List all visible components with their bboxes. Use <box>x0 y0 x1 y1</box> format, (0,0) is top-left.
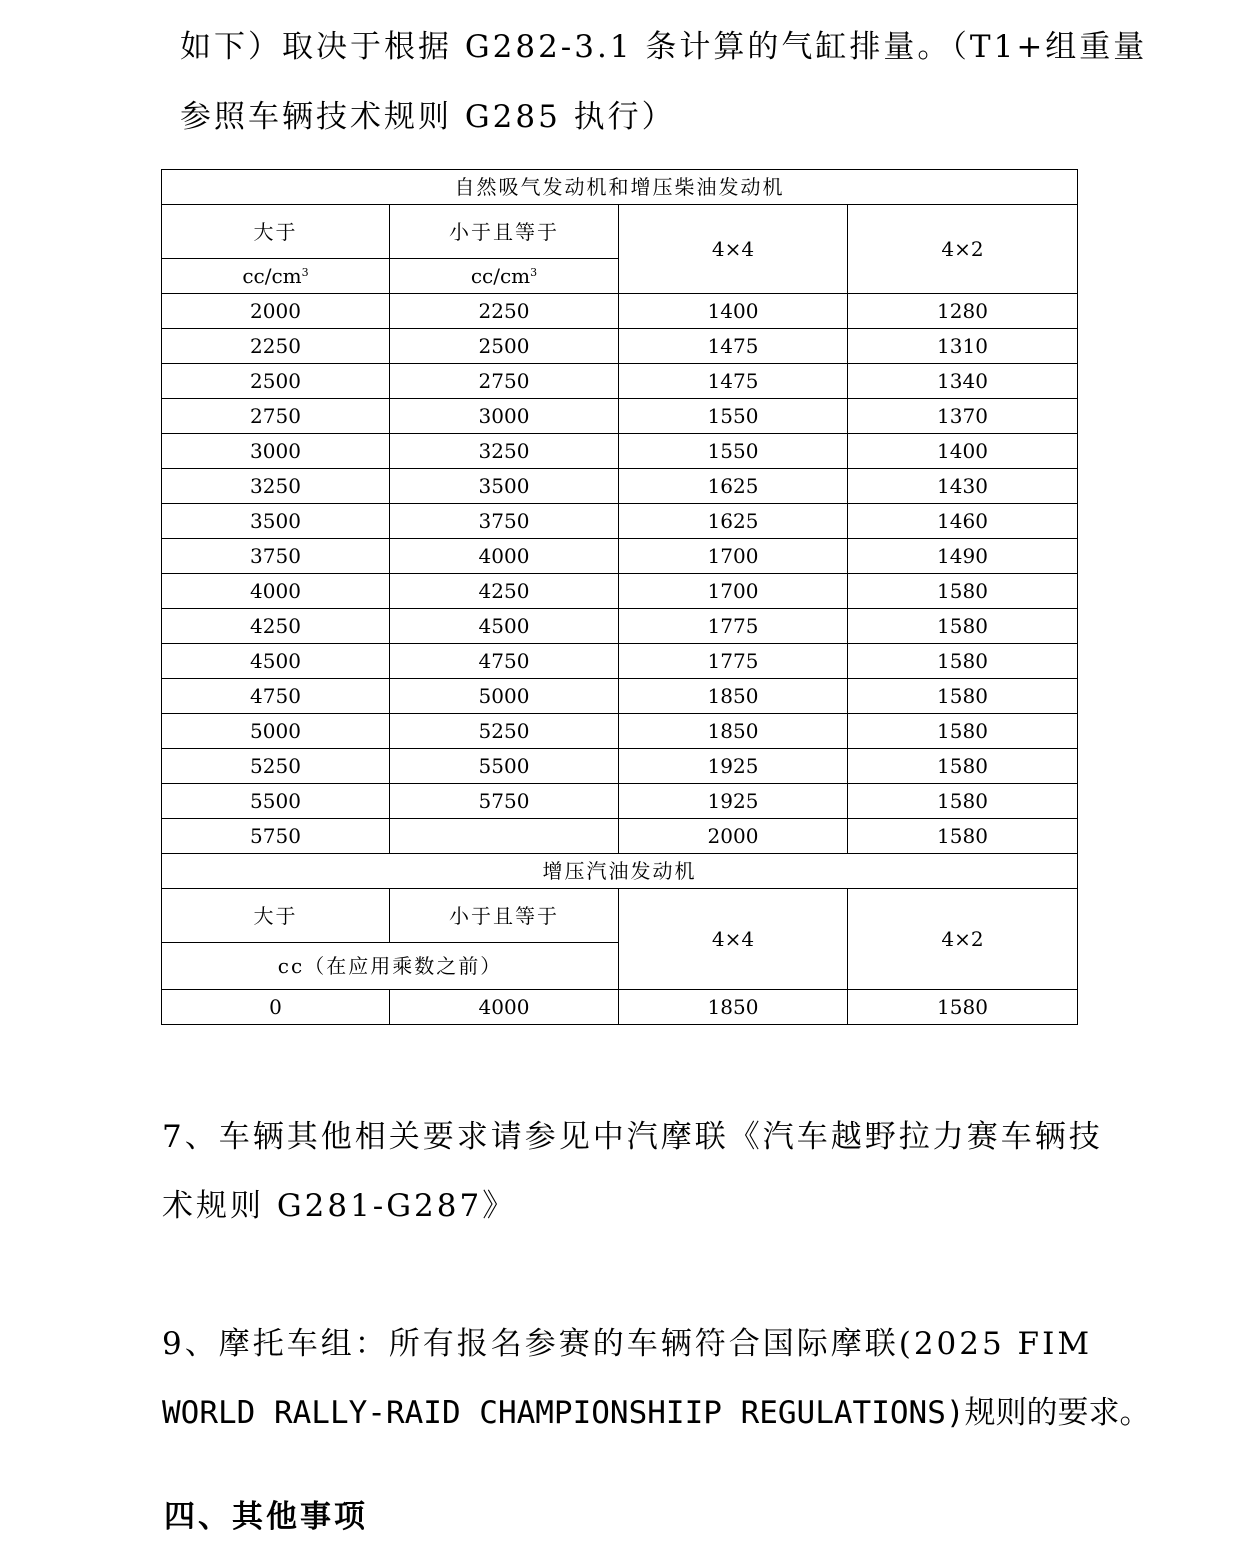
table-row <box>162 644 1078 679</box>
cell-4x2: 1310 <box>848 329 1078 364</box>
table-row <box>162 434 1078 469</box>
cell-4x4: 1400 <box>619 294 848 329</box>
table-turbo-rows <box>162 990 1078 1025</box>
cell-4x4: 1550 <box>619 434 848 469</box>
cell-le: 3500 <box>390 469 619 504</box>
table-turbo-header-gt: 大于 <box>162 889 390 943</box>
item9-line-1: 9、摩托车组：所有报名参赛的车辆符合国际摩联(2025 FIM <box>162 1326 1093 1362</box>
table-na-unit-le <box>390 259 619 294</box>
cell-4x4: 1475 <box>619 364 848 399</box>
cell-le: 4500 <box>390 609 619 644</box>
table-row <box>162 714 1078 749</box>
table-row <box>162 469 1078 504</box>
cell-4x2: 1580 <box>848 819 1078 854</box>
cell-gt: 4250 <box>162 609 390 644</box>
cell-gt: 3000 <box>162 434 390 469</box>
cell-4x2: 1370 <box>848 399 1078 434</box>
cell-4x4: 1700 <box>619 574 848 609</box>
table-na-header-gt: 大于 <box>162 205 390 259</box>
cell-4x2: 1460 <box>848 504 1078 539</box>
table-turbo-header-4x2: 4×2 <box>848 889 1078 990</box>
cell-4x4: 1850 <box>619 714 848 749</box>
cell-le: 5500 <box>390 749 619 784</box>
cell-gt: 4500 <box>162 644 390 679</box>
cell-4x2: 1580 <box>848 679 1078 714</box>
cell-le: 3750 <box>390 504 619 539</box>
cell-4x2: 1580 <box>848 990 1078 1025</box>
cell-4x2: 1340 <box>848 364 1078 399</box>
table-na-header-4x4: 4×4 <box>619 205 848 294</box>
cell-4x4: 1850 <box>619 679 848 714</box>
cell-gt: 0 <box>162 990 390 1025</box>
cell-gt: 2500 <box>162 364 390 399</box>
unit-superscript: 3 <box>301 266 309 279</box>
cell-le: 2500 <box>390 329 619 364</box>
cell-4x4: 1775 <box>619 644 848 679</box>
cell-4x4: 2000 <box>619 819 848 854</box>
cell-le: 3000 <box>390 399 619 434</box>
cell-gt: 3500 <box>162 504 390 539</box>
cell-4x4: 1775 <box>619 609 848 644</box>
table-row <box>162 364 1078 399</box>
cell-4x4: 1700 <box>619 539 848 574</box>
cell-gt: 4000 <box>162 574 390 609</box>
cell-4x4: 1475 <box>619 329 848 364</box>
cell-4x2: 1580 <box>848 644 1078 679</box>
table-row <box>162 990 1078 1025</box>
cell-4x2: 1580 <box>848 609 1078 644</box>
cell-gt: 5250 <box>162 749 390 784</box>
table-row <box>162 784 1078 819</box>
table-turbo-unit: cc（在应用乘数之前） <box>162 943 619 990</box>
cell-le: 4000 <box>390 990 619 1025</box>
table-row <box>162 749 1078 784</box>
cell-4x4: 1925 <box>619 749 848 784</box>
table-turbo-header-le: 小于且等于 <box>390 889 619 943</box>
table-row <box>162 574 1078 609</box>
cell-le: 2250 <box>390 294 619 329</box>
cell-le: 4750 <box>390 644 619 679</box>
table-na-title: 自然吸气发动机和增压柴油发动机 <box>162 170 1078 205</box>
table-row <box>162 609 1078 644</box>
cell-4x4: 1925 <box>619 784 848 819</box>
table-na-unit-gt <box>162 259 390 294</box>
cell-le: 5000 <box>390 679 619 714</box>
cell-4x2: 1430 <box>848 469 1078 504</box>
cell-4x4: 1850 <box>619 990 848 1025</box>
cell-gt: 2750 <box>162 399 390 434</box>
cell-gt: 5500 <box>162 784 390 819</box>
cell-4x2: 1490 <box>848 539 1078 574</box>
table-na-header-4x2: 4×2 <box>848 205 1078 294</box>
table-turbo-header-4x4: 4×4 <box>619 889 848 990</box>
intro-line-2: 参照车辆技术规则 G285 执行） <box>180 99 676 135</box>
table-row <box>162 399 1078 434</box>
unit-label: cc/cm <box>242 264 302 288</box>
cell-4x4: 1625 <box>619 469 848 504</box>
cell-le: 4000 <box>390 539 619 574</box>
cell-4x2: 1280 <box>848 294 1078 329</box>
item9-line-2: WORLD RALLY-RAID CHAMPIONSHIIP REGULATIONS)规则的要求。 <box>162 1395 1151 1431</box>
cell-4x2: 1580 <box>848 749 1078 784</box>
cell-le: 5750 <box>390 784 619 819</box>
table-row <box>162 679 1078 714</box>
cell-gt: 3750 <box>162 539 390 574</box>
cell-gt: 2250 <box>162 329 390 364</box>
weight-table <box>161 169 1078 1025</box>
section-heading: 四、其他事项 <box>164 1499 368 1535</box>
cell-gt: 2000 <box>162 294 390 329</box>
cell-4x2: 1580 <box>848 784 1078 819</box>
cell-le: 3250 <box>390 434 619 469</box>
table-row <box>162 294 1078 329</box>
item7-line-1: 7、车辆其他相关要求请参见中汽摩联《汽车越野拉力赛车辆技 <box>162 1119 1103 1155</box>
cell-gt: 4750 <box>162 679 390 714</box>
table-row <box>162 329 1078 364</box>
table-row <box>162 539 1078 574</box>
cell-4x4: 1550 <box>619 399 848 434</box>
cell-le: 4250 <box>390 574 619 609</box>
table-na-header-le: 小于且等于 <box>390 205 619 259</box>
table-row <box>162 504 1078 539</box>
unit-superscript: 3 <box>530 266 538 279</box>
table-row <box>162 819 1078 854</box>
cell-gt: 5750 <box>162 819 390 854</box>
cell-4x4: 1625 <box>619 504 848 539</box>
intro-line-1: 如下）取决于根据 G282-3.1 条计算的气缸排量。（T1+组重量 <box>180 29 1148 65</box>
cell-le <box>390 819 619 854</box>
cell-le: 5250 <box>390 714 619 749</box>
table-turbo-title: 增压汽油发动机 <box>162 854 1078 889</box>
table-na-rows <box>162 294 1078 854</box>
cell-gt: 3250 <box>162 469 390 504</box>
cell-4x2: 1580 <box>848 574 1078 609</box>
cell-le: 2750 <box>390 364 619 399</box>
cell-4x2: 1400 <box>848 434 1078 469</box>
unit-label: cc/cm <box>470 264 531 288</box>
cell-4x2: 1580 <box>848 714 1078 749</box>
cell-gt: 5000 <box>162 714 390 749</box>
item7-line-2: 术规则 G281-G287》 <box>162 1188 517 1224</box>
